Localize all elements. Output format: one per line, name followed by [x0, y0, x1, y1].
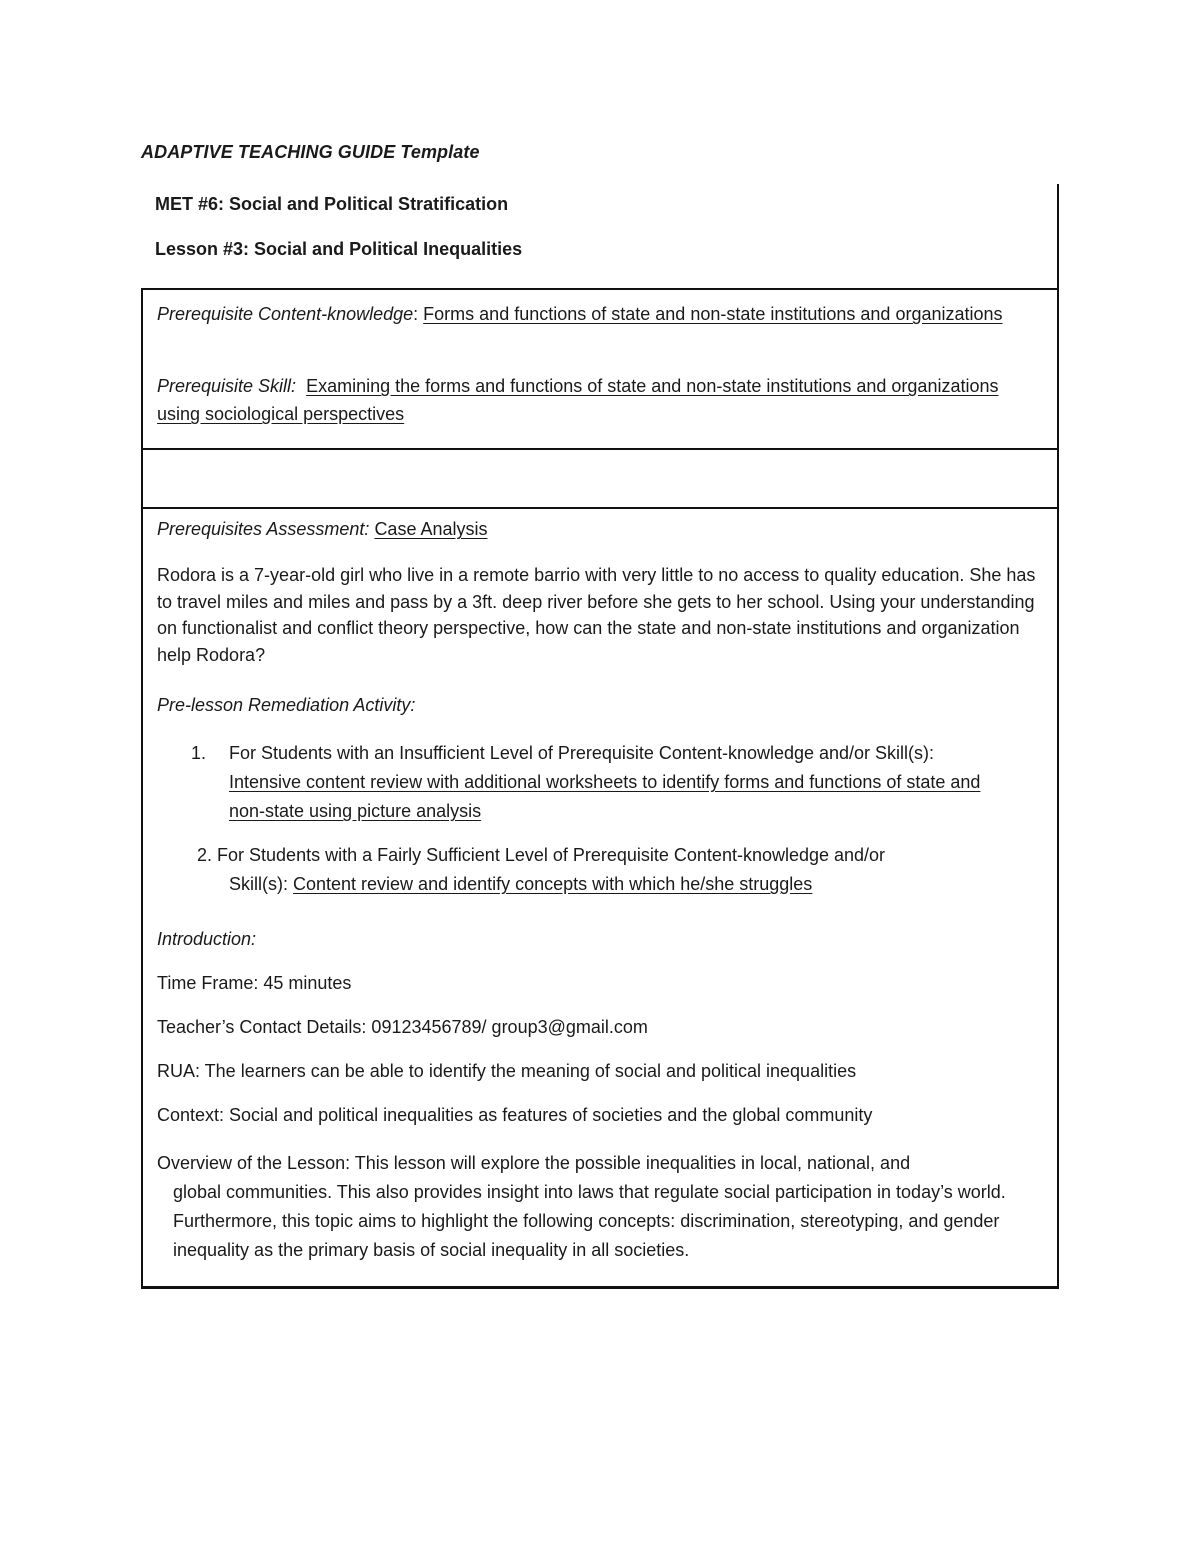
assessment-cell [141, 509, 1059, 915]
lesson-overview [157, 1149, 1041, 1265]
content-knowledge-value: Forms and functions of state and non-state institutions and organizations [423, 304, 1003, 324]
overview-continuation: global communities. This also provides insight into laws that regulate social participation in today’s world. Furthermore, this topic aims to highlight the following concepts: discrimination, stereotyping, and gender inequality as the primary basis of social inequality in all societies. [173, 1182, 1006, 1260]
introduction-cell [141, 915, 1059, 1289]
prerequisite-skill [157, 372, 1027, 428]
prerequisites-assessment [157, 519, 488, 540]
remediation-item-prefix: For Students with an Insufficient Level of Prerequisite Content-knowledge and/or Skill(s): [229, 743, 935, 763]
remediation-label: Pre-lesson Remediation Activity: [157, 695, 416, 715]
document-title: ADAPTIVE TEACHING GUIDE Template [141, 142, 480, 162]
assessment-value: Case Analysis [374, 519, 488, 539]
remediation-item [191, 739, 997, 826]
prerequisite-content-knowledge [157, 300, 1027, 328]
remediation-item-number: 2. [197, 845, 213, 865]
skill-label: Prerequisite Skill: [157, 376, 297, 396]
remediation-item-activity: Intensive content review with additional worksheets to identify forms and functions of state and non-state using picture analysis [229, 772, 981, 821]
prerequisites-cell [141, 290, 1059, 450]
remediation-item-prefix-line2: Skill(s): [229, 874, 293, 894]
overview-first-line: Overview of the Lesson: This lesson will explore the possible inequalities in local, national, and [157, 1153, 911, 1173]
rua-statement: RUA: The learners can be able to identify the meaning of social and political inequalities [157, 1061, 857, 1081]
remediation-item-prefix-line1: For Students with a Fairly Sufficient Level of Prerequisite Content-knowledge and/or [217, 845, 886, 865]
teaching-guide-table [141, 184, 1059, 1289]
context-statement: Context: Social and political inequalities as features of societies and the global community [157, 1105, 873, 1125]
met-title: MET #6: Social and Political Stratification [155, 194, 509, 214]
teacher-contact-details: Teacher’s Contact Details: 09123456789/ group3@gmail.com [157, 1017, 648, 1037]
content-knowledge-separator: : [413, 304, 424, 324]
remediation-item-activity: Content review and identify concepts with which he/she struggles [293, 874, 813, 894]
lesson-header-cell [141, 184, 1059, 290]
case-analysis-text: Rodora is a 7-year-old girl who live in a remote barrio with very little to no access to quality education. She has to travel miles and miles and pass by a 3ft. deep river before she gets to her school. Using your understanding on functionalist and conflict theory perspective, how can the state and non-state institutions and organization help Rodora? [157, 565, 1036, 665]
lesson-title: Lesson #3: Social and Political Inequalities [155, 239, 523, 259]
introduction-label: Introduction: [157, 929, 257, 949]
skill-value: Examining the forms and functions of state and non-state institutions and organizations using sociological perspectives [157, 376, 999, 424]
time-frame: Time Frame: 45 minutes [157, 973, 352, 993]
remediation-item [197, 841, 1007, 899]
empty-cell [141, 450, 1059, 509]
content-knowledge-label: Prerequisite Content-knowledge [157, 304, 414, 324]
assessment-label: Prerequisites Assessment: [157, 519, 370, 539]
remediation-item-number: 1. [191, 743, 207, 763]
